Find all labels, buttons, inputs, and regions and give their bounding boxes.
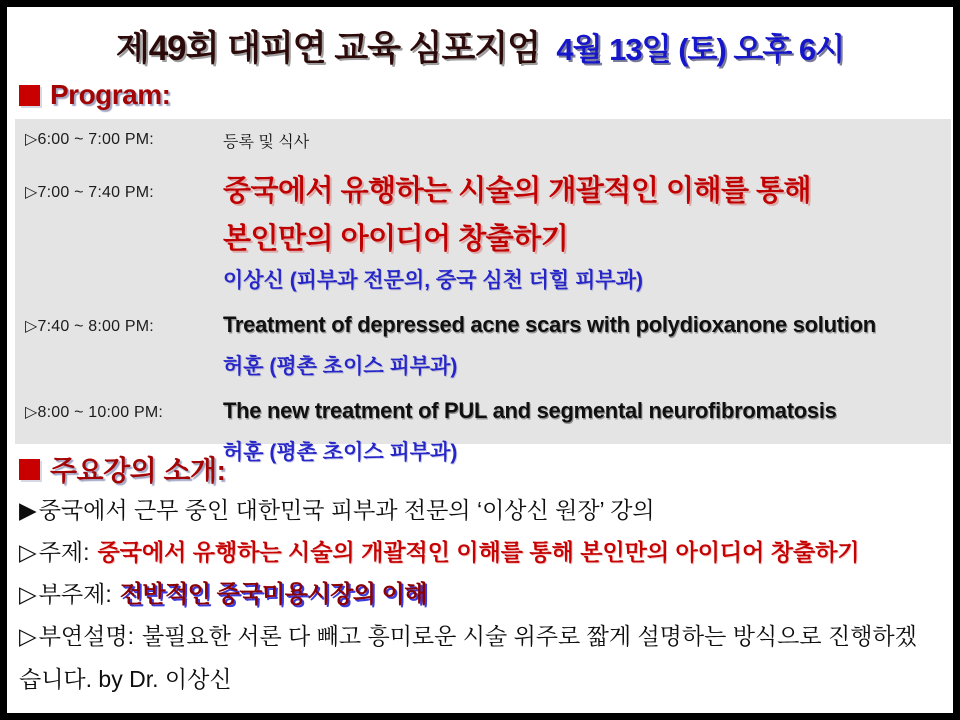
session-title-line-1: 중국에서 유행하는 시술의 개괄적인 이해를 통해 xyxy=(223,175,812,207)
slide-title-main: 제49회 대피연 교육 심포지엄 xyxy=(115,29,540,68)
intro-line-text: 불필요한 서론 다 빼고 흥미로운 시술 위주로 짧게 설명하는 방식으로 진행하겠습니다. by Dr. 이상신 xyxy=(19,623,917,692)
hollow-triangle-bullet-icon: ▷ xyxy=(19,581,37,607)
time-slot: ▷7:40 ~ 8:00 PM: xyxy=(25,318,154,335)
session-title-line-2: 본인만의 아이디어 창출하기 xyxy=(223,223,569,255)
hollow-triangle-bullet-icon: ▷ xyxy=(19,623,37,649)
time-slot: ▷7:00 ~ 7:40 PM: xyxy=(25,184,154,201)
intro-line-text: 중국에서 유행하는 시술의 개괄적인 이해를 통해 본인만의 아이디어 창출하기 xyxy=(97,539,860,565)
slide-title xyxy=(7,21,953,71)
slide-title-datetime: 4월 13일 (토) 오후 6시 xyxy=(556,32,845,67)
intro-line-text: 전반적인 중국미용시장의 이해 xyxy=(119,581,427,608)
intro-line-subtopic xyxy=(19,573,939,616)
intro-line-prefix: 부주제: xyxy=(38,581,112,607)
intro-line-description xyxy=(19,615,939,701)
session-title: 등록 및 식사 xyxy=(223,134,310,151)
program-row-registration xyxy=(25,129,951,152)
session-title: Treatment of depressed acne scars with polydioxanone solution xyxy=(223,312,876,337)
hollow-triangle-bullet-icon: ▷ xyxy=(19,539,37,565)
intro-line-prefix: 부연설명: xyxy=(38,623,134,649)
filled-triangle-bullet-icon: ▶ xyxy=(19,497,37,523)
program-row-lecture-2 xyxy=(25,312,951,380)
time-slot: ▷6:00 ~ 7:00 PM: xyxy=(25,131,154,148)
program-heading-label: Program: xyxy=(50,79,171,110)
speaker-name: 허훈 (평촌 초이스 피부과) xyxy=(223,355,458,378)
program-schedule-box xyxy=(15,119,951,464)
red-square-bullet-icon xyxy=(19,85,40,106)
program-row-lecture-1 xyxy=(25,174,951,294)
session-title: The new treatment of PUL and segmental neurofibromatosis xyxy=(223,398,837,423)
program-section-heading xyxy=(19,79,170,111)
intro-line-speaker xyxy=(19,489,939,532)
time-slot: ▷8:00 ~ 10:00 PM: xyxy=(25,404,164,421)
speaker-name: 이상신 (피부과 전문의, 중국 심천 더힐 피부과) xyxy=(223,269,643,292)
intro-heading-label: 주요강의 소개: xyxy=(50,455,226,486)
intro-line-topic xyxy=(19,531,939,574)
red-square-bullet-icon xyxy=(19,459,40,480)
speaker-name: 허훈 (평촌 초이스 피부과) xyxy=(223,441,458,464)
lecture-intro-section-heading xyxy=(19,449,225,489)
intro-line-text: 중국에서 근무 중인 대한민국 피부과 전문의 ‘이상신 원장’ 강의 xyxy=(38,497,655,523)
intro-line-prefix: 주제: xyxy=(38,539,90,565)
